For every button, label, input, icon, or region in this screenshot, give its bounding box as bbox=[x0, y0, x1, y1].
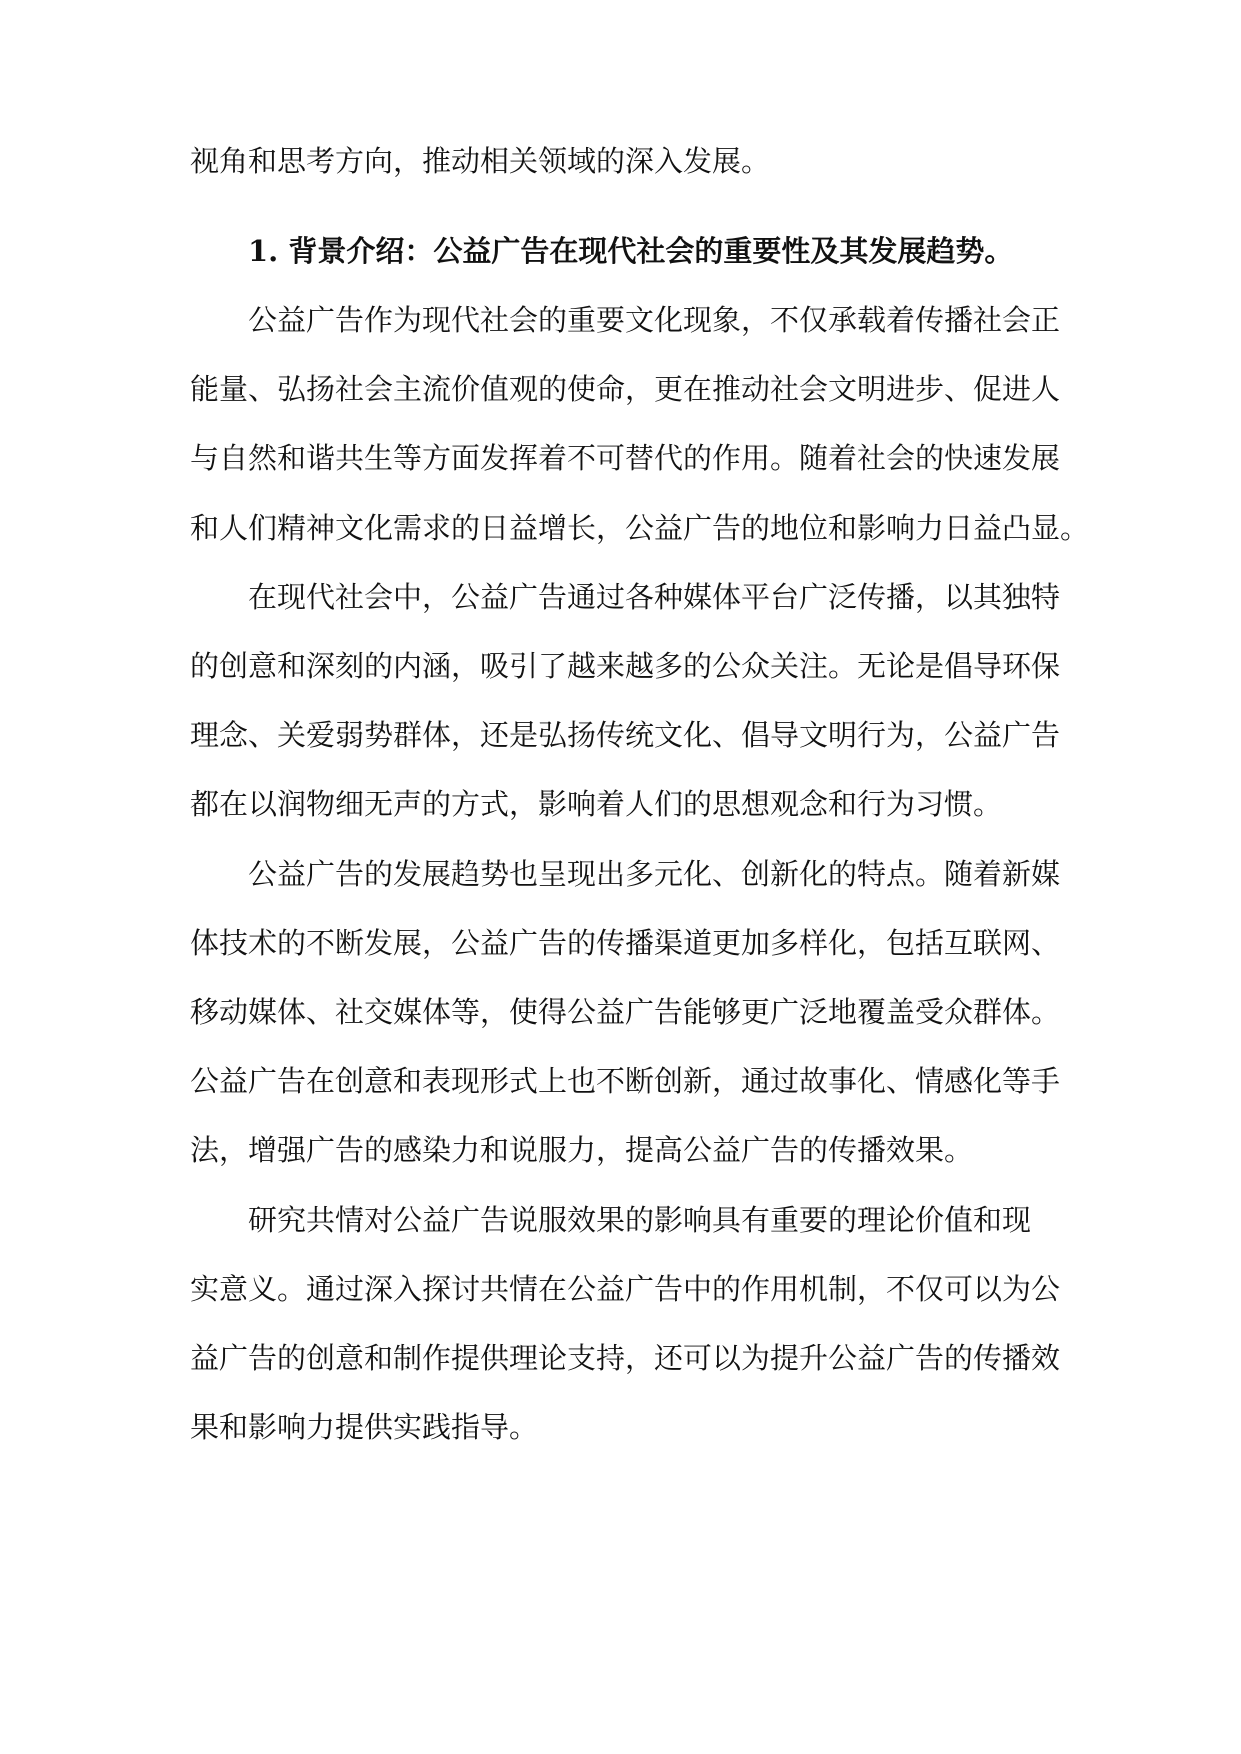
text-line: 理念、关爱弱势群体，还是弘扬传统文化、倡导文明行为，公益广告 bbox=[190, 718, 1061, 752]
text-line: 益广告的创意和制作提供理论支持，还可以为提升公益广告的传播效 bbox=[190, 1341, 1061, 1375]
text-line: 实意义。通过深入探讨共情在公益广告中的作用机制，不仅可以为公 bbox=[190, 1272, 1061, 1306]
text-line: 公益广告在创意和表现形式上也不断创新，通过故事化、情感化等手 bbox=[190, 1064, 1061, 1098]
text-line: 视角和思考方向，推动相关领域的深入发展。 bbox=[190, 144, 771, 178]
text-line: 与自然和谐共生等方面发挥着不可替代的作用。随着社会的快速发展 bbox=[190, 441, 1061, 475]
text-line: 法，增强广告的感染力和说服力，提高公益广告的传播效果。 bbox=[190, 1133, 974, 1167]
paragraph-first-line: 研究共情对公益广告说服效果的影响具有重要的理论价值和现 bbox=[248, 1203, 1032, 1237]
text-line: 移动媒体、社交媒体等，使得公益广告能够更广泛地覆盖受众群体。 bbox=[190, 995, 1061, 1029]
paragraph-first-line: 公益广告作为现代社会的重要文化现象，不仅承载着传播社会正 bbox=[248, 303, 1061, 337]
section-heading: 1. 背景介绍：公益广告在现代社会的重要性及其发展趋势。 bbox=[248, 234, 1014, 268]
paragraph-first-line: 公益广告的发展趋势也呈现出多元化、创新化的特点。随着新媒 bbox=[248, 857, 1061, 891]
text-line: 能量、弘扬社会主流价值观的使命，更在推动社会文明进步、促进人 bbox=[190, 372, 1061, 406]
text-line: 和人们精神文化需求的日益增长，公益广告的地位和影响力日益凸显。 bbox=[190, 511, 1090, 545]
paragraph-first-line: 在现代社会中，公益广告通过各种媒体平台广泛传播，以其独特 bbox=[248, 580, 1061, 614]
text-line: 都在以润物细无声的方式，影响着人们的思想观念和行为习惯。 bbox=[190, 787, 1003, 821]
text-line: 果和影响力提供实践指导。 bbox=[190, 1410, 539, 1444]
text-line: 体技术的不断发展，公益广告的传播渠道更加多样化，包括互联网、 bbox=[190, 926, 1061, 960]
text-line: 的创意和深刻的内涵，吸引了越来越多的公众关注。无论是倡导环保 bbox=[190, 649, 1061, 683]
